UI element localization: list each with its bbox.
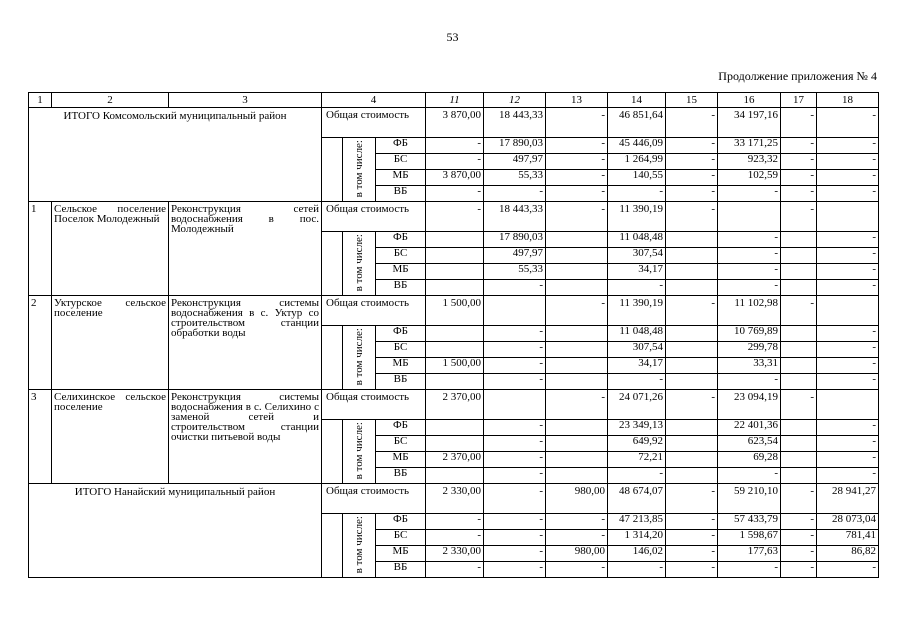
value-cell: 2 370,00 bbox=[426, 390, 484, 420]
row-index: 3 bbox=[29, 390, 52, 484]
value-cell: - bbox=[817, 436, 879, 452]
value-cell: 86,82 bbox=[817, 546, 879, 562]
value-cell: 1 500,00 bbox=[426, 358, 484, 374]
value-cell: - bbox=[666, 138, 718, 154]
value-cell: - bbox=[817, 562, 879, 578]
value-cell: 10 769,89 bbox=[718, 326, 781, 342]
value-cell bbox=[666, 420, 718, 436]
settlement-name: Сельское поселение Поселок Молодежный bbox=[52, 202, 169, 296]
value-cell: - bbox=[426, 530, 484, 546]
page-number: 53 bbox=[446, 30, 459, 44]
value-cell: 55,33 bbox=[484, 170, 546, 186]
value-cell: - bbox=[484, 280, 546, 296]
budget-source-vb: ВБ bbox=[376, 374, 426, 390]
value-cell: - bbox=[817, 154, 879, 170]
value-cell: - bbox=[666, 170, 718, 186]
value-cell: - bbox=[426, 514, 484, 530]
value-cell: - bbox=[666, 296, 718, 326]
value-cell: - bbox=[781, 514, 817, 530]
value-cell: - bbox=[817, 374, 879, 390]
including-text: в том числе: bbox=[352, 421, 365, 480]
budget-source-mb: МБ bbox=[376, 264, 426, 280]
header-col-16: 16 bbox=[718, 93, 781, 108]
value-cell: 2 330,00 bbox=[426, 546, 484, 562]
value-cell: - bbox=[484, 358, 546, 374]
budget-table-container bbox=[28, 92, 878, 578]
value-cell: - bbox=[666, 154, 718, 170]
value-cell: - bbox=[817, 468, 879, 484]
value-cell: - bbox=[546, 138, 608, 154]
header-col-1: 1 bbox=[29, 93, 52, 108]
value-cell: - bbox=[546, 562, 608, 578]
value-cell: 623,54 bbox=[718, 436, 781, 452]
settlement-name: Уктурское сельское поселение bbox=[52, 296, 169, 390]
value-cell: 11 102,98 bbox=[718, 296, 781, 326]
value-cell bbox=[781, 248, 817, 264]
including-text: в том числе: bbox=[352, 515, 365, 574]
table-row bbox=[29, 108, 879, 138]
budget-table bbox=[28, 92, 879, 578]
value-cell: 46 851,64 bbox=[608, 108, 666, 138]
value-cell: - bbox=[546, 390, 608, 420]
value-cell: - bbox=[484, 468, 546, 484]
value-cell: 72,21 bbox=[608, 452, 666, 468]
value-cell: - bbox=[546, 154, 608, 170]
value-cell: - bbox=[666, 202, 718, 232]
value-cell: 781,41 bbox=[817, 530, 879, 546]
value-cell: 23 094,19 bbox=[718, 390, 781, 420]
header-col-17: 17 bbox=[781, 93, 817, 108]
value-cell: - bbox=[546, 170, 608, 186]
value-cell bbox=[546, 280, 608, 296]
value-cell: 34,17 bbox=[608, 264, 666, 280]
value-cell: 69,28 bbox=[718, 452, 781, 468]
value-cell: 1 500,00 bbox=[426, 296, 484, 326]
value-cell bbox=[781, 342, 817, 358]
value-cell: - bbox=[608, 186, 666, 202]
value-cell: - bbox=[781, 562, 817, 578]
value-cell bbox=[781, 436, 817, 452]
value-cell: 2 370,00 bbox=[426, 452, 484, 468]
value-cell bbox=[666, 264, 718, 280]
value-cell: - bbox=[817, 420, 879, 436]
blank-indent-cell bbox=[322, 232, 343, 296]
value-cell: - bbox=[484, 514, 546, 530]
value-cell: - bbox=[546, 108, 608, 138]
value-cell: - bbox=[608, 280, 666, 296]
value-cell: - bbox=[666, 546, 718, 562]
value-cell: - bbox=[718, 232, 781, 248]
budget-source-mb: МБ bbox=[376, 358, 426, 374]
budget-source-bs: БС bbox=[376, 154, 426, 170]
value-cell bbox=[546, 326, 608, 342]
value-cell: - bbox=[781, 154, 817, 170]
value-cell: 28 941,27 bbox=[817, 484, 879, 514]
value-cell: - bbox=[426, 202, 484, 232]
including-vertical-label bbox=[343, 514, 376, 578]
budget-source-bs: БС bbox=[376, 248, 426, 264]
value-cell: 18 443,33 bbox=[484, 202, 546, 232]
value-cell bbox=[781, 326, 817, 342]
total-cost-label: Общая стоимость bbox=[322, 390, 426, 420]
value-cell bbox=[426, 232, 484, 248]
blank-indent-cell bbox=[322, 138, 343, 202]
budget-source-fb: ФБ bbox=[376, 232, 426, 248]
value-cell: - bbox=[718, 468, 781, 484]
including-vertical-label bbox=[343, 138, 376, 202]
budget-source-mb: МБ bbox=[376, 546, 426, 562]
value-cell: - bbox=[817, 248, 879, 264]
value-cell: - bbox=[817, 186, 879, 202]
budget-source-vb: ВБ bbox=[376, 468, 426, 484]
value-cell: - bbox=[781, 170, 817, 186]
value-cell: 28 073,04 bbox=[817, 514, 879, 530]
value-cell: 48 674,07 bbox=[608, 484, 666, 514]
value-cell bbox=[546, 436, 608, 452]
value-cell: 23 349,13 bbox=[608, 420, 666, 436]
value-cell bbox=[546, 468, 608, 484]
blank-indent-cell bbox=[322, 326, 343, 390]
header-col-11: 11 bbox=[426, 93, 484, 108]
total-cost-label: Общая стоимость bbox=[322, 296, 426, 326]
continuation-caption: Продолжение приложения № 4 bbox=[718, 69, 877, 83]
value-cell bbox=[426, 420, 484, 436]
blank-indent-cell bbox=[322, 420, 343, 484]
value-cell: - bbox=[781, 108, 817, 138]
value-cell: - bbox=[781, 390, 817, 420]
value-cell: - bbox=[718, 280, 781, 296]
value-cell bbox=[484, 296, 546, 326]
value-cell: - bbox=[718, 248, 781, 264]
budget-source-bs: БС bbox=[376, 342, 426, 358]
value-cell bbox=[546, 374, 608, 390]
value-cell: - bbox=[781, 546, 817, 562]
value-cell: 3 870,00 bbox=[426, 170, 484, 186]
value-cell: - bbox=[817, 264, 879, 280]
value-cell bbox=[426, 326, 484, 342]
value-cell bbox=[426, 374, 484, 390]
table-row bbox=[29, 296, 879, 326]
value-cell: - bbox=[426, 562, 484, 578]
value-cell: - bbox=[817, 232, 879, 248]
value-cell bbox=[546, 232, 608, 248]
value-cell bbox=[781, 420, 817, 436]
project-description: Реконструкция сетей водоснабжения в пос. Молодежный bbox=[169, 202, 322, 296]
value-cell: - bbox=[817, 170, 879, 186]
value-cell: 3 870,00 bbox=[426, 108, 484, 138]
row-index: 1 bbox=[29, 202, 52, 296]
including-vertical-label bbox=[343, 232, 376, 296]
value-cell bbox=[666, 326, 718, 342]
value-cell bbox=[781, 232, 817, 248]
value-cell: 497,97 bbox=[484, 154, 546, 170]
value-cell: 34,17 bbox=[608, 358, 666, 374]
value-cell: 649,92 bbox=[608, 436, 666, 452]
budget-source-bs: БС bbox=[376, 530, 426, 546]
table-row bbox=[29, 390, 879, 420]
budget-source-mb: МБ bbox=[376, 452, 426, 468]
budget-source-mb: МБ bbox=[376, 170, 426, 186]
including-text: в том числе: bbox=[352, 139, 365, 198]
value-cell: 1 314,20 bbox=[608, 530, 666, 546]
budget-source-fb: ФБ bbox=[376, 326, 426, 342]
row-index: 2 bbox=[29, 296, 52, 390]
value-cell: 2 330,00 bbox=[426, 484, 484, 514]
value-cell: - bbox=[781, 138, 817, 154]
value-cell: - bbox=[817, 280, 879, 296]
budget-source-fb: ФБ bbox=[376, 138, 426, 154]
value-cell: - bbox=[781, 296, 817, 326]
value-cell: 18 443,33 bbox=[484, 108, 546, 138]
value-cell: - bbox=[484, 530, 546, 546]
value-cell: 33,31 bbox=[718, 358, 781, 374]
value-cell: - bbox=[484, 562, 546, 578]
header-row bbox=[29, 93, 879, 108]
value-cell: - bbox=[484, 186, 546, 202]
value-cell: - bbox=[546, 514, 608, 530]
value-cell: 140,55 bbox=[608, 170, 666, 186]
value-cell: - bbox=[817, 342, 879, 358]
value-cell bbox=[666, 358, 718, 374]
value-cell bbox=[666, 374, 718, 390]
total-cost-label: Общая стоимость bbox=[322, 202, 426, 232]
total-cost-label: Общая стоимость bbox=[322, 484, 426, 514]
value-cell: 11 390,19 bbox=[608, 296, 666, 326]
value-cell: - bbox=[666, 186, 718, 202]
value-cell: 17 890,03 bbox=[484, 138, 546, 154]
value-cell bbox=[781, 452, 817, 468]
blank-indent-cell bbox=[322, 514, 343, 578]
value-cell: - bbox=[666, 530, 718, 546]
value-cell: - bbox=[608, 374, 666, 390]
value-cell bbox=[817, 296, 879, 326]
table-row bbox=[29, 202, 879, 232]
project-description: Реконструкция системы водоснабжения в с. Уктур со строительством станции обработки воды bbox=[169, 296, 322, 390]
value-cell: - bbox=[484, 420, 546, 436]
header-col-3: 3 bbox=[169, 93, 322, 108]
value-cell bbox=[666, 436, 718, 452]
value-cell: 307,54 bbox=[608, 248, 666, 264]
value-cell bbox=[718, 202, 781, 232]
value-cell: - bbox=[484, 326, 546, 342]
header-col-2: 2 bbox=[52, 93, 169, 108]
total-cost-label: Общая стоимость bbox=[322, 108, 426, 138]
including-vertical-label bbox=[343, 326, 376, 390]
value-cell: - bbox=[484, 436, 546, 452]
header-col-12: 12 bbox=[484, 93, 546, 108]
value-cell: - bbox=[484, 374, 546, 390]
value-cell bbox=[666, 248, 718, 264]
value-cell: - bbox=[546, 530, 608, 546]
value-cell bbox=[666, 452, 718, 468]
value-cell: - bbox=[546, 296, 608, 326]
including-vertical-label bbox=[343, 420, 376, 484]
value-cell: - bbox=[817, 358, 879, 374]
group-total-title: ИТОГО Комсомольский муниципальный район bbox=[29, 108, 322, 202]
value-cell: - bbox=[608, 562, 666, 578]
value-cell bbox=[426, 264, 484, 280]
value-cell bbox=[546, 264, 608, 280]
value-cell: 17 890,03 bbox=[484, 232, 546, 248]
header-col-18: 18 bbox=[817, 93, 879, 108]
value-cell bbox=[546, 342, 608, 358]
value-cell: - bbox=[426, 186, 484, 202]
value-cell: - bbox=[817, 452, 879, 468]
value-cell: 177,63 bbox=[718, 546, 781, 562]
value-cell: - bbox=[718, 374, 781, 390]
value-cell: - bbox=[666, 108, 718, 138]
header-col-15: 15 bbox=[666, 93, 718, 108]
value-cell: 11 048,48 bbox=[608, 232, 666, 248]
value-cell bbox=[426, 468, 484, 484]
value-cell: - bbox=[817, 326, 879, 342]
group-total-title: ИТОГО Нанайский муниципальный район bbox=[29, 484, 322, 578]
value-cell: 24 071,26 bbox=[608, 390, 666, 420]
value-cell bbox=[781, 358, 817, 374]
value-cell: - bbox=[426, 138, 484, 154]
value-cell: 45 446,09 bbox=[608, 138, 666, 154]
value-cell: 497,97 bbox=[484, 248, 546, 264]
value-cell bbox=[666, 280, 718, 296]
budget-source-fb: ФБ bbox=[376, 514, 426, 530]
header-col-14: 14 bbox=[608, 93, 666, 108]
value-cell bbox=[484, 390, 546, 420]
value-cell bbox=[666, 342, 718, 358]
value-cell bbox=[546, 358, 608, 374]
value-cell bbox=[781, 280, 817, 296]
value-cell: - bbox=[608, 468, 666, 484]
value-cell: - bbox=[484, 342, 546, 358]
value-cell: - bbox=[781, 484, 817, 514]
value-cell: 102,59 bbox=[718, 170, 781, 186]
value-cell: 923,32 bbox=[718, 154, 781, 170]
value-cell: 34 197,16 bbox=[718, 108, 781, 138]
value-cell: 1 264,99 bbox=[608, 154, 666, 170]
value-cell: - bbox=[484, 546, 546, 562]
value-cell: - bbox=[718, 264, 781, 280]
value-cell: 307,54 bbox=[608, 342, 666, 358]
value-cell: 59 210,10 bbox=[718, 484, 781, 514]
header-col-13: 13 bbox=[546, 93, 608, 108]
value-cell: - bbox=[426, 154, 484, 170]
value-cell: 980,00 bbox=[546, 546, 608, 562]
value-cell: 55,33 bbox=[484, 264, 546, 280]
value-cell bbox=[426, 248, 484, 264]
value-cell: - bbox=[817, 138, 879, 154]
value-cell bbox=[781, 468, 817, 484]
value-cell bbox=[781, 374, 817, 390]
value-cell: 57 433,79 bbox=[718, 514, 781, 530]
budget-source-fb: ФБ bbox=[376, 420, 426, 436]
value-cell: 33 171,25 bbox=[718, 138, 781, 154]
value-cell bbox=[426, 436, 484, 452]
value-cell: 11 390,19 bbox=[608, 202, 666, 232]
budget-source-vb: ВБ bbox=[376, 280, 426, 296]
value-cell bbox=[426, 280, 484, 296]
including-text: в том числе: bbox=[352, 327, 365, 386]
value-cell: - bbox=[484, 452, 546, 468]
value-cell: - bbox=[546, 202, 608, 232]
value-cell: - bbox=[666, 484, 718, 514]
value-cell bbox=[666, 468, 718, 484]
value-cell: - bbox=[666, 390, 718, 420]
value-cell: - bbox=[666, 514, 718, 530]
value-cell: 11 048,48 bbox=[608, 326, 666, 342]
table-row bbox=[29, 484, 879, 514]
value-cell: - bbox=[817, 108, 879, 138]
value-cell bbox=[546, 452, 608, 468]
value-cell: - bbox=[781, 530, 817, 546]
value-cell: - bbox=[546, 186, 608, 202]
budget-source-bs: БС bbox=[376, 436, 426, 452]
value-cell: - bbox=[666, 562, 718, 578]
value-cell bbox=[666, 232, 718, 248]
value-cell: 299,78 bbox=[718, 342, 781, 358]
project-description: Реконструкция системы водоснабжения в с. Селихино с заменой сетей и строительством станции очистки питьевой воды bbox=[169, 390, 322, 484]
value-cell: 22 401,36 bbox=[718, 420, 781, 436]
value-cell: - bbox=[718, 186, 781, 202]
value-cell: 980,00 bbox=[546, 484, 608, 514]
value-cell: - bbox=[781, 202, 817, 232]
value-cell bbox=[781, 264, 817, 280]
value-cell bbox=[546, 248, 608, 264]
value-cell: 146,02 bbox=[608, 546, 666, 562]
including-text: в том числе: bbox=[352, 233, 365, 292]
header-col-4: 4 bbox=[322, 93, 426, 108]
value-cell: - bbox=[781, 186, 817, 202]
value-cell bbox=[817, 390, 879, 420]
value-cell: - bbox=[484, 484, 546, 514]
value-cell bbox=[426, 342, 484, 358]
value-cell: - bbox=[718, 562, 781, 578]
value-cell bbox=[546, 420, 608, 436]
budget-source-vb: ВБ bbox=[376, 562, 426, 578]
value-cell bbox=[817, 202, 879, 232]
settlement-name: Селихинское сельское поселение bbox=[52, 390, 169, 484]
budget-source-vb: ВБ bbox=[376, 186, 426, 202]
value-cell: 47 213,85 bbox=[608, 514, 666, 530]
value-cell: 1 598,67 bbox=[718, 530, 781, 546]
